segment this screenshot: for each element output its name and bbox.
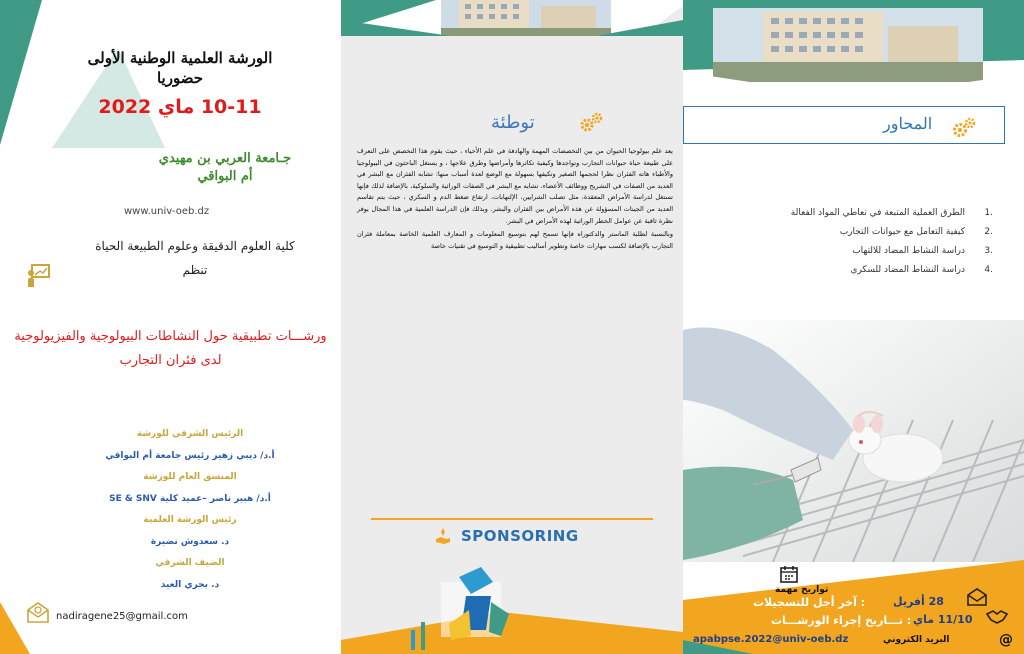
workshop-dates-label: : تـــاريخ إجراء الورشـــات	[771, 614, 912, 627]
axis-number: 1.	[984, 208, 993, 218]
front-cover-panel	[0, 0, 341, 654]
committee-entry: د. سعدوش نضيرة	[150, 536, 230, 547]
axis-text: دراسة النشاط المضاد للالتهاب	[852, 246, 965, 256]
lab-mouse-photo	[683, 320, 1024, 562]
lab-mouse-illustration	[683, 320, 1024, 562]
contact-email[interactable]: nadiragene25@gmail.com	[56, 611, 188, 622]
axes-panel	[683, 0, 1024, 654]
introduction-paragraph: وبالنسبة لطلبة الماستر والدكتوراه فإنها تسمح لهم بتوسيع المعلومات و المعارف العلمية الخاصة بمعاملة فئران التجارب بالإضافة لكسب مهارات خاصة وتطوير أساليب تطبيقية و التوسيع في تقنيات خاصة	[357, 230, 673, 250]
calendar-icon	[779, 564, 799, 584]
sponsor-hand-icon	[435, 527, 451, 545]
introduction-panel	[341, 0, 683, 654]
axis-text: كيفية التعامل مع حيوانات التجارب	[839, 227, 965, 237]
at-sign-icon: @	[999, 632, 1013, 648]
axis-number: 2.	[984, 227, 993, 237]
envelope-at-icon	[26, 600, 50, 624]
workshop-title: الورشة العلمية الوطنية الأولى	[87, 49, 273, 67]
email-label: البريد الكتروني	[883, 635, 950, 645]
axis-text: الطرق العملية المتبعة في تعاطي المواد الفعالة	[790, 208, 965, 218]
committee-entry: الرئيس الشرفي للورشة	[136, 429, 244, 439]
campus-building-photo	[683, 0, 1024, 90]
contact-email-address[interactable]: apabpse.2022@univ-oeb.dz	[693, 634, 849, 645]
envelope-icon	[967, 588, 987, 606]
registration-deadline: 28 أفريل	[893, 595, 944, 608]
committee-entry: أ.د/ هبير ناصر –عميد كلية SE & SNV	[109, 493, 271, 504]
committee-entries	[40, 424, 340, 596]
registration-label: : آخر أجل للتسجيلات	[753, 596, 866, 609]
axis-item	[753, 246, 993, 265]
university-name: جـامعة العربي بن مهيدي	[158, 151, 292, 166]
middle-bottom-decor	[341, 552, 683, 654]
university-city: أم البواقي	[197, 169, 253, 184]
workshops-topic-subject: لدى فئران التجارب	[119, 353, 222, 368]
workshop-dates: 11/10 ماي	[913, 613, 973, 626]
attendance-mode: حضوريا	[156, 69, 204, 87]
committee-entry: الضيف الشرفي	[155, 558, 225, 568]
gears-icon	[951, 116, 977, 140]
introduction-paragraph: يعد علم بيولوجيا الحيوان من بين التخصصات المهمة والهادفة في علم الأحياء ، حيث يقوم هذا التخصص على التعرف على طبيعة حياة حيوانات التجارب وتواجدها وكيفية تكاثرها وأمراضها وطرق علاجها ، و يستغل الباحثون في البيولوجيا والأطباء هاته الفئران نظرا لحجمها الصغير وتكيفها بسهولة مع الوضع لعدة أسباب منها: تشابه الفئران مع البشر في العديد من الصفات في التشريح ووظائف الأعضاء، تشابه مع البشر في الصفات الوراثية والسلوكية، بالإضافة لذلك فإنها تستغل لدراسة الأمراض المعقدة، مثل تصلب الشرايين، الإلتهابات، ارتفاع ضغط الدم و السكري ، حيث يتم تقاسم العديد من الجينات المسؤولة عن هذه الأمراض بين الفئران والبشر. وبذلك فإن الدراسة العلمية في هذا المجال يوفر نظرة ثاقبة عن عوامل الخطر الوراثية لهذه الأمراض في البشر.	[357, 147, 673, 225]
university-building-photo	[341, 0, 683, 36]
introduction-text	[357, 146, 673, 254]
axes-heading: المحاور	[883, 114, 933, 133]
committee-list	[40, 424, 340, 596]
axis-number: 4.	[984, 265, 993, 275]
axis-number: 3.	[984, 246, 993, 256]
important-dates-heading: تواريخ مهمة	[775, 585, 829, 595]
building-illustration	[341, 0, 683, 36]
committee-entry: أ.د/ ديبي زهير رئيس جامعة أم البواقي	[105, 450, 275, 461]
section-divider	[371, 518, 653, 520]
introduction-heading: توطئة	[491, 112, 535, 133]
campus-illustration	[683, 0, 1024, 90]
axis-item	[753, 265, 993, 284]
axes-list	[753, 208, 993, 284]
committee-entry: د. بحري العيد	[160, 579, 220, 590]
axis-text: دراسة النشاط المضاد للسكري	[850, 265, 965, 275]
orange-wave-shape	[341, 612, 683, 654]
university-website[interactable]: www.univ-oeb.dz	[124, 206, 210, 217]
presentation-icon	[26, 262, 52, 288]
committee-entry: المنسق العام للورشة	[143, 472, 237, 482]
handshake-icon	[985, 608, 1009, 626]
committee-entry: رئيس الورشة العلمية	[143, 515, 237, 525]
workshops-topic: ورشـــات تطبيقية حول النشاطات البيولوجية والفيزيولوجية	[14, 329, 327, 344]
faculty-name: كلية العلوم الدقيقة وعلوم الطبيعة الحياة	[95, 239, 295, 253]
gears-icon	[579, 112, 603, 134]
teal-corner-shape	[0, 0, 42, 145]
axis-item	[753, 208, 993, 227]
axis-item	[753, 227, 993, 246]
workshop-date: 10-11 ماي 2022	[98, 96, 262, 118]
sponsoring-label: SPONSORING	[461, 527, 579, 545]
organizes-label: تنظم	[182, 263, 208, 277]
